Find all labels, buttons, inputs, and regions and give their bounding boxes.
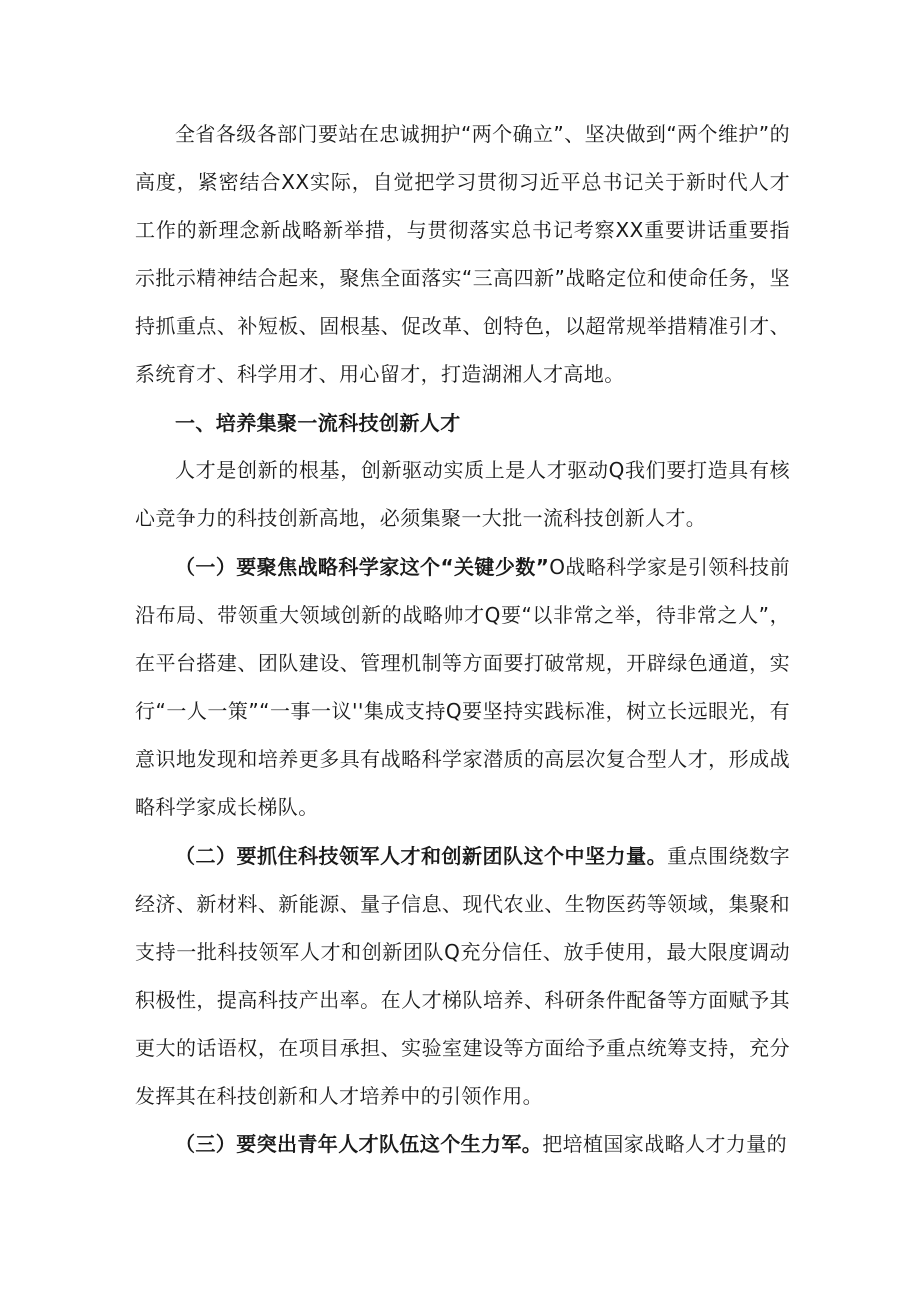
item-paragraph-2: [135, 832, 790, 1120]
item-title-2: （二）要抓住科技领军人才和创新团队这个中坚力量。: [175, 844, 668, 868]
item-body-3: 把培植国家战略人才力量的: [542, 1132, 788, 1156]
item-body-2: 重点围绕数字经济、新材料、新能源、量子信息、现代农业、生物医药等领域，集聚和支持一批科技领军人才和创新团队Q充分信任、放手使用，最大限度调动积极性，提高科技产出率。在人才梯队培养、科研条件配备等方面赋予其更大的话语权，在项目承担、实验室建设等方面给予重点统筹支持，充分发挥其在科技创新和人才培养中的引领作用。: [135, 844, 790, 1108]
section-intro-paragraph: 人才是创新的根基，创新驱动实质上是人才驱动Q我们要打造具有核心竞争力的科技创新高地，必须集聚一大批一流科技创新人才。: [135, 458, 790, 530]
item-paragraph-1: [135, 543, 790, 831]
item-paragraph-3: [135, 1120, 790, 1168]
section-heading: 一、培养集聚一流科技创新人才: [175, 411, 461, 435]
item-title-1: （一）要聚焦战略科学家这个“关键少数”: [175, 555, 550, 579]
item-title-3: （三）要突出青年人才队伍这个生力军。: [175, 1132, 543, 1156]
item-body-1: O战略科学家是引领科技前沿布局、带领重大领域创新的战略帅才Q要“以非常之举，待非常之人”，在平台搭建、团队建设、管理机制等方面要打破常规，开辟绿色通道，实行“一人一策”“一事一议''集成支持Q要坚持实践标准，树立长远眼光，有意识地发现和培养更多具有战略科学家潜质的高层次复合型人才，形成战略科学家成长梯队。: [135, 555, 791, 819]
intro-paragraph: 全省各级各部门要站在忠诚拥护“两个确立”、坚决做到“两个维护”的高度，紧密结合XX实际，自觉把学习贯彻习近平总书记关于新时代人才工作的新理念新战略新举措，与贯彻落实总书记考察XX重要讲话重要指示批示精神结合起来，聚焦全面落实“三高四新”战略定位和使命任务，坚持抓重点、补短板、固根基、促改革、创特色，以超常规举措精准引才、系统育才、科学用才、用心留才，打造湖湘人才高地。: [135, 122, 790, 386]
